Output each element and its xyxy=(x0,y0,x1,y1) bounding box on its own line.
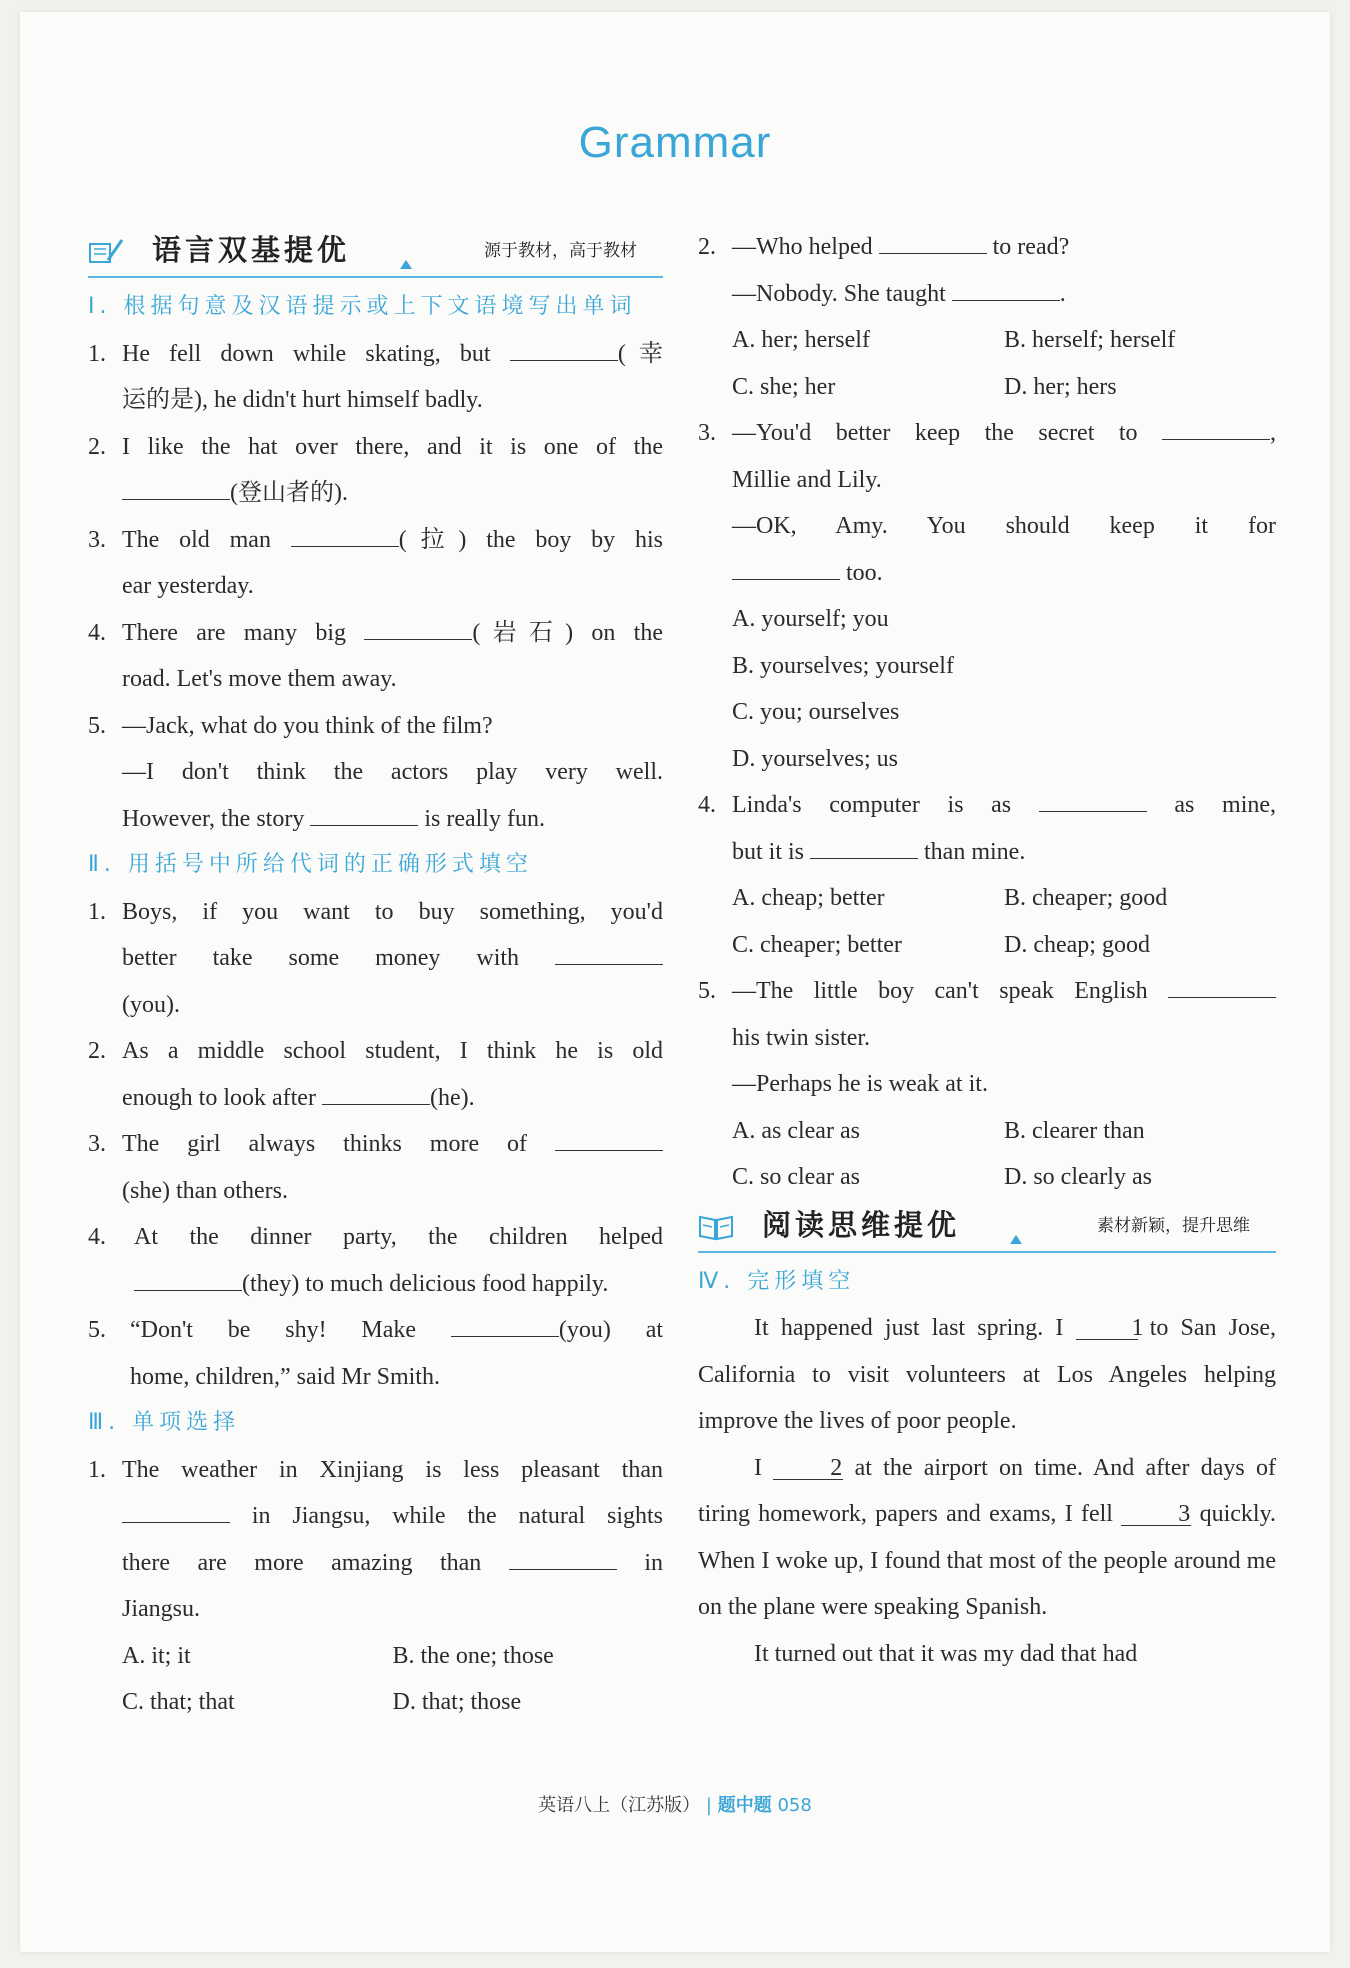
question-number: 5. xyxy=(88,1317,106,1343)
question-III-4 xyxy=(698,782,1276,875)
question-text: than mine. xyxy=(924,838,1026,865)
question-number: 2. xyxy=(698,234,716,260)
question-text: —The little boy can't speak English xyxy=(732,978,1148,1004)
question-text: (he). xyxy=(429,1084,475,1111)
answer-blank[interactable] xyxy=(122,1500,230,1523)
answer-blank[interactable] xyxy=(1162,417,1270,440)
right-column xyxy=(698,224,1276,1677)
question-text: —I don't think the actors play very well. xyxy=(122,759,663,785)
option-a[interactable]: A. her; herself xyxy=(732,327,870,353)
answer-blank[interactable] xyxy=(322,1082,430,1105)
question-text: to read? xyxy=(992,234,1070,260)
answer-blank[interactable] xyxy=(555,942,663,965)
question-text: is really fun. xyxy=(424,805,545,832)
options-III-5 xyxy=(698,1108,1276,1201)
question-text: However, the story xyxy=(122,805,305,832)
question-number: 3. xyxy=(88,526,106,553)
question-text: The weather in Xinjiang is less pleasant than xyxy=(122,1456,663,1483)
question-number: 2. xyxy=(88,1038,106,1064)
answer-blank[interactable] xyxy=(810,836,918,859)
question-number: 1. xyxy=(88,898,106,925)
options-III-4 xyxy=(698,875,1276,968)
page-number: 058 xyxy=(777,1795,812,1816)
options-III-3 xyxy=(698,596,1276,782)
question-text: (岩石) on the xyxy=(472,619,664,646)
question-text: —Jack, what do you think of the film? xyxy=(122,712,493,739)
passage-text: I xyxy=(754,1454,762,1481)
question-text: —OK, Amy. You should keep it for xyxy=(732,513,1276,539)
question-number: 5. xyxy=(88,712,106,739)
option-c[interactable]: C. cheaper; better xyxy=(732,931,902,958)
passage-text: quickly. When I woke up, I found that most of the people around me on the plane were speaking Spanish. xyxy=(698,1501,1277,1620)
question-III-5 xyxy=(698,968,1276,1108)
question-text: —Perhaps he is weak at it. xyxy=(732,1071,988,1097)
answer-blank[interactable] xyxy=(555,1128,663,1151)
question-I-2 xyxy=(88,424,663,517)
question-text: better take some money with xyxy=(122,945,520,971)
book-pen-icon xyxy=(88,236,124,266)
question-II-1 xyxy=(88,889,663,1029)
question-number: 3. xyxy=(698,420,716,446)
passage-text: It happened just last spring. I xyxy=(754,1315,1064,1341)
question-text: Boys, if you want to buy something, you'd xyxy=(122,898,663,925)
option-d[interactable]: D. yourselves; us xyxy=(732,745,898,772)
answer-blank[interactable] xyxy=(451,1314,559,1337)
question-text: (you). xyxy=(122,991,180,1018)
question-II-5 xyxy=(88,1307,663,1400)
answer-blank[interactable] xyxy=(122,477,230,500)
question-number: 1. xyxy=(88,340,106,367)
answer-blank[interactable] xyxy=(510,338,618,361)
passage-text: at the airport on time. And after days of tiring homework, papers and exams, I fell xyxy=(698,1454,1277,1527)
option-d[interactable]: D. that; those xyxy=(392,1689,522,1715)
question-text: 运的是), he didn't hurt himself badly. xyxy=(122,387,483,413)
triangle-marker-icon xyxy=(400,260,412,269)
question-text: as mine, xyxy=(1174,792,1277,818)
cloze-blank-1[interactable]: 1 xyxy=(1076,1317,1138,1340)
series-name: 题中题 xyxy=(717,1795,772,1816)
question-text: At the dinner party, the children helped xyxy=(134,1224,663,1250)
answer-blank[interactable] xyxy=(1168,975,1276,998)
question-text: ear yesterday. xyxy=(122,573,254,599)
option-c[interactable]: C. so clear as xyxy=(732,1164,860,1190)
question-III-3: 3. —You'd better keep the secret to , Millie and Lily. —OK, Amy. You should keep it for too. xyxy=(698,410,1276,596)
option-b[interactable]: B. cheaper; good xyxy=(1004,885,1168,911)
answer-blank[interactable] xyxy=(952,278,1060,301)
question-text: Millie and Lily. xyxy=(732,466,882,493)
question-text: (幸 xyxy=(617,340,664,367)
question-II-4 xyxy=(88,1214,663,1307)
question-I-5 xyxy=(88,703,663,843)
cloze-paragraph-1 xyxy=(698,1305,1276,1445)
question-text: He fell down while skating, but xyxy=(122,340,491,367)
question-number: 2. xyxy=(88,433,106,460)
question-text: “Don't be shy! Make xyxy=(130,1317,417,1343)
option-a[interactable]: A. cheap; better xyxy=(732,885,885,911)
part-II-heading: Ⅱ. 用括号中所给代词的正确形式填空 xyxy=(88,852,533,877)
cloze-paragraph-3: It turned out that it was my dad that had xyxy=(754,1640,1138,1667)
question-number: 4. xyxy=(88,619,106,646)
question-text: (they) to much delicious food happily. xyxy=(242,1270,609,1297)
answer-blank[interactable] xyxy=(1039,789,1147,812)
option-c[interactable]: C. she; her xyxy=(732,373,836,400)
page-footer xyxy=(0,1791,1350,1817)
question-text: his twin sister. xyxy=(732,1024,871,1051)
answer-blank[interactable] xyxy=(310,803,418,826)
question-number: 4. xyxy=(698,792,716,818)
section-subtitle: 源于教材，高于教材 xyxy=(484,241,637,261)
option-c[interactable]: C. you; ourselves xyxy=(732,699,900,725)
answer-blank[interactable] xyxy=(291,524,399,547)
question-text: The girl always thinks more of xyxy=(122,1131,528,1157)
question-I-3 xyxy=(88,517,663,610)
question-text: Jiangsu. xyxy=(122,1596,200,1622)
question-text: home, children,” said Mr Smith. xyxy=(130,1363,440,1390)
cloze-blank-2[interactable]: 2 xyxy=(773,1457,843,1480)
question-number: 1. xyxy=(88,1456,106,1483)
question-I-4 xyxy=(88,610,663,703)
option-b[interactable]: B. yourselves; yourself xyxy=(732,652,954,679)
option-d[interactable]: D. so clearly as xyxy=(1004,1164,1152,1190)
answer-blank[interactable] xyxy=(732,557,840,580)
option-a[interactable]: A. it; it xyxy=(122,1642,191,1669)
question-II-2 xyxy=(88,1028,663,1121)
question-text: As a middle school student, I think he is old xyxy=(122,1038,663,1064)
option-d[interactable]: D. her; hers xyxy=(1004,373,1117,400)
option-d[interactable]: D. cheap; good xyxy=(1004,931,1150,958)
question-III-1 xyxy=(88,1447,663,1633)
section-subtitle: 素材新颖，提升思维 xyxy=(1097,1215,1250,1236)
section-header-reading xyxy=(698,1203,1276,1253)
question-I-1 xyxy=(88,331,663,424)
question-text: (登山者的). xyxy=(230,480,348,506)
question-text: road. Let's move them away. xyxy=(122,666,397,692)
question-text: in Jiangsu, while the natural sights xyxy=(251,1503,663,1529)
question-text: too. xyxy=(846,559,883,586)
cloze-paragraph-2 xyxy=(698,1445,1276,1631)
book-title: 英语八上（江苏版） xyxy=(538,1795,701,1816)
passage-text: to San Jose, California to visit volunteers at Los Angeles helping improve the lives of poor people. xyxy=(698,1315,1277,1434)
question-III-2: 2. —Who helped to read? —Nobody. She taught . xyxy=(698,224,1276,317)
option-a[interactable]: A. yourself; you xyxy=(732,606,889,632)
open-book-icon xyxy=(698,1211,734,1241)
section-title: 阅读思维提优 xyxy=(762,1207,961,1242)
triangle-marker-icon xyxy=(1010,1235,1022,1244)
options-III-1 xyxy=(88,1633,663,1726)
answer-blank[interactable] xyxy=(509,1547,617,1570)
option-b[interactable]: B. herself; herself xyxy=(1004,327,1176,353)
question-II-3 xyxy=(88,1121,663,1214)
options-III-2 xyxy=(698,317,1276,410)
divider-bar: | xyxy=(705,1795,712,1816)
answer-blank[interactable] xyxy=(134,1268,242,1291)
cloze-blank-3[interactable]: 3 xyxy=(1121,1503,1191,1526)
question-text: I like the hat over there, and it is one of the xyxy=(122,433,663,460)
question-text: in xyxy=(644,1549,664,1576)
section-title: 语言双基提优 xyxy=(152,233,351,267)
question-text: but it is xyxy=(732,838,805,865)
question-text: —Nobody. She taught xyxy=(732,280,946,307)
question-text: Linda's computer is as xyxy=(732,792,1012,818)
part-I-heading: Ⅰ. 根据句意及汉语提示或上下文语境写出单词 xyxy=(88,294,637,319)
question-text: —Who helped xyxy=(732,234,873,260)
question-number: 5. xyxy=(698,978,716,1004)
page-title: Grammar xyxy=(578,118,772,167)
part-IV-heading: Ⅳ. 完形填空 xyxy=(698,1268,856,1294)
option-a[interactable]: A. as clear as xyxy=(732,1117,860,1144)
question-text: enough to look after xyxy=(122,1084,316,1111)
question-text: (拉) the boy by his xyxy=(398,526,664,553)
question-number: 3. xyxy=(88,1131,106,1157)
option-b[interactable]: B. clearer than xyxy=(1004,1117,1145,1144)
option-c[interactable]: C. that; that xyxy=(122,1689,235,1715)
left-column xyxy=(88,228,663,1726)
question-number: 4. xyxy=(88,1224,106,1250)
question-text: The old man xyxy=(122,526,271,553)
section-header-basics xyxy=(88,228,663,278)
answer-blank[interactable] xyxy=(364,617,472,640)
question-text: (you) at xyxy=(558,1317,664,1343)
part-III-heading: Ⅲ. 单项选择 xyxy=(88,1410,241,1435)
question-text: —You'd better keep the secret to xyxy=(732,420,1138,446)
question-text: there are more amazing than xyxy=(122,1549,482,1576)
question-text: (she) than others. xyxy=(122,1177,288,1204)
answer-blank[interactable] xyxy=(879,231,987,254)
option-b[interactable]: B. the one; those xyxy=(392,1642,554,1669)
question-text: There are many big xyxy=(122,619,347,646)
